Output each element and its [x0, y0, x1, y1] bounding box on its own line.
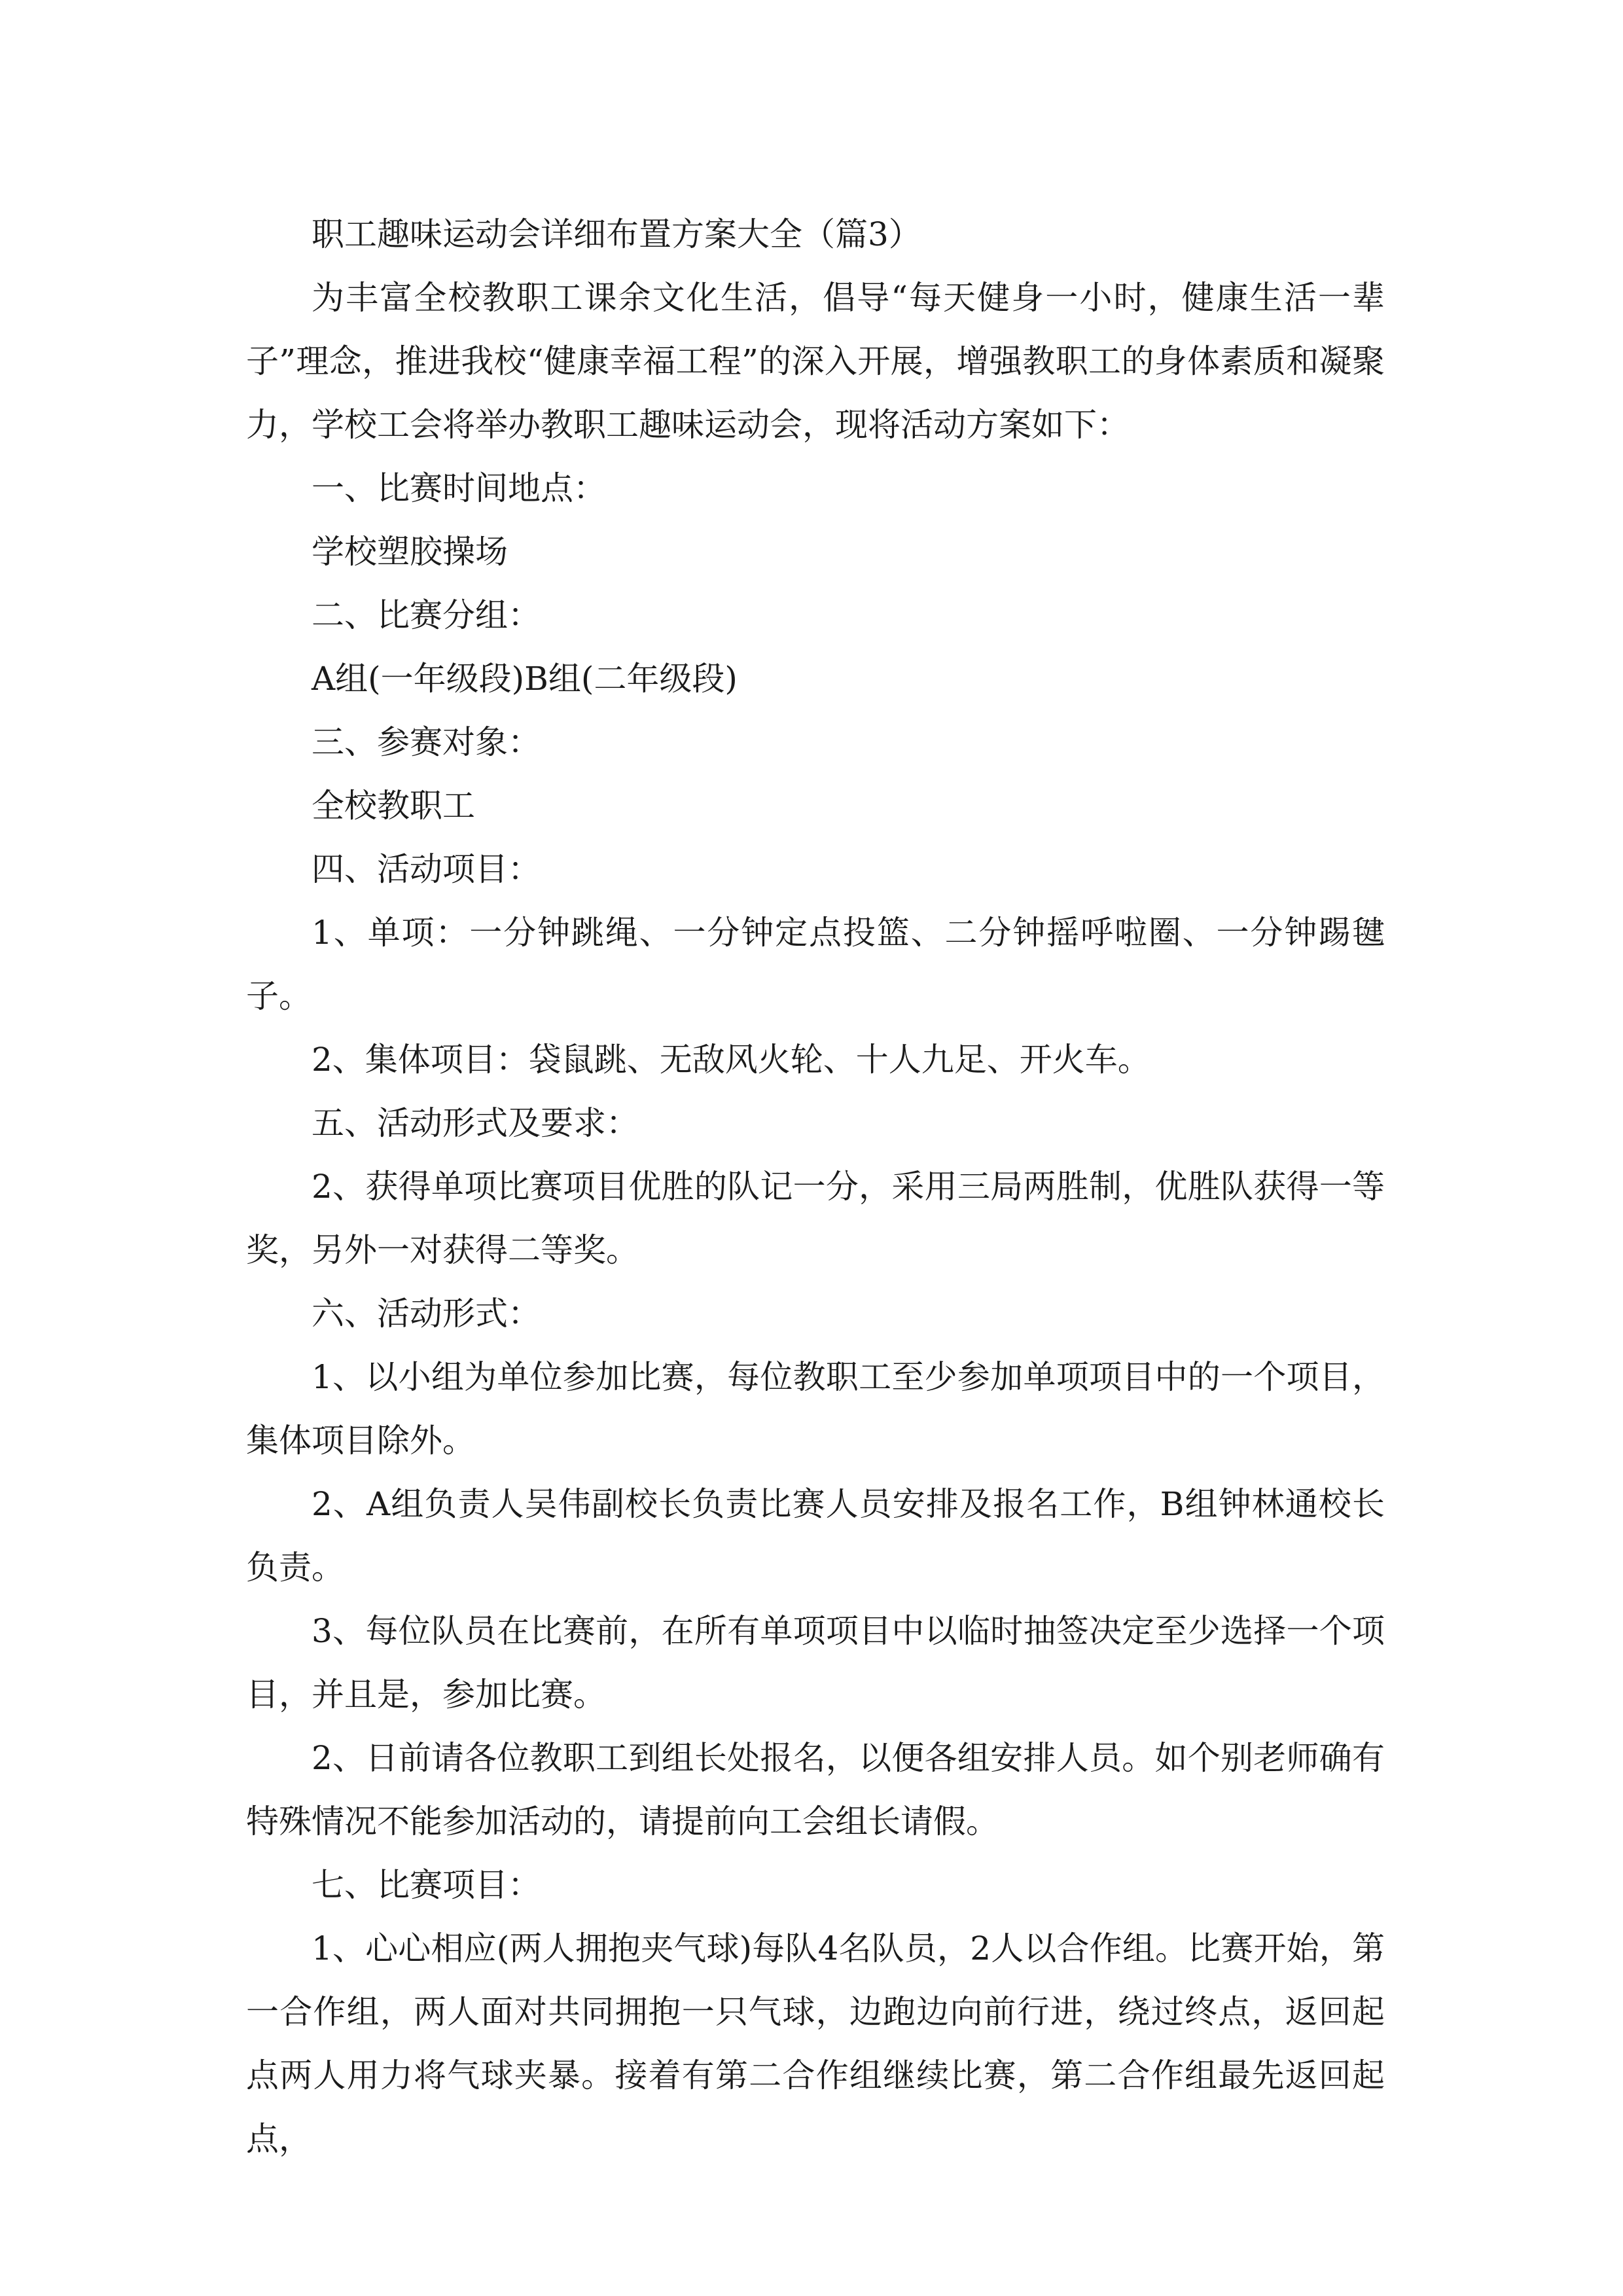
section-heading-format: 六、活动形式： — [312, 1295, 541, 1333]
paragraph-format-1: 1、以小组为单位参加比赛，每位教职工至少参加单项项目中的一个项目，集体项目除外。 — [246, 1358, 1385, 1460]
section-heading-time-place: 一、比赛时间地点： — [312, 469, 606, 507]
paragraph-groups: A组(一年级段)B组(二年级段) — [312, 660, 738, 698]
paragraph-venue: 学校塑胶操场 — [312, 533, 508, 571]
intro-paragraph: 为丰富全校教职工课余文化生活，倡导“每天健身一小时，健康生活一辈子”理念，推进我校“健康幸福工程”的深入开展，增强教职工的身体素质和凝聚力，学校工会将举办教职工趣味运动会，现将活动方案如下： — [246, 279, 1385, 444]
paragraph-scoring: 2、获得单项比赛项目优胜的队记一分，采用三局两胜制，优胜队获得一等奖，另外一对获得二等奖。 — [246, 1168, 1385, 1269]
section-heading-participants: 三、参赛对象： — [312, 723, 541, 761]
paragraph-participants: 全校教职工 — [312, 787, 475, 825]
document-body — [246, 203, 1385, 2171]
section-heading-groups: 二、比赛分组： — [312, 596, 541, 634]
paragraph-format-4: 2、日前请各位教职工到组长处报名，以便各组安排人员。如个别老师确有特殊情况不能参加活动的，请提前向工会组长请假。 — [246, 1739, 1385, 1840]
paragraph-format-3: 3、每位队员在比赛前，在所有单项项目中以临时抽签决定至少选择一个项目，并且是，参加比赛。 — [246, 1612, 1385, 1713]
section-heading-competition-events: 七、比赛项目： — [312, 1866, 541, 1904]
paragraph-event-1: 1、心心相应(两人拥抱夹气球)每队4名队员，2人以合作组。比赛开始，第一合作组，两人面对共同拥抱一只气球，边跑边向前行进，绕过终点，返回起点两人用力将气球夹暴。接着有第二合作组继续比赛，第二合作组最先返回起点， — [246, 1929, 1385, 2158]
paragraph-team-events: 2、集体项目：袋鼠跳、无敌风火轮、十人九足、开火车。 — [312, 1041, 1150, 1079]
document-title: 职工趣味运动会详细布置方案大全（篇3） — [312, 215, 921, 253]
section-heading-events: 四、活动项目： — [312, 850, 541, 888]
section-heading-format-requirements: 五、活动形式及要求： — [312, 1104, 639, 1142]
paragraph-format-2: 2、A组负责人吴伟副校长负责比赛人员安排及报名工作，B组钟林通校长负责。 — [246, 1485, 1385, 1587]
paragraph-individual-events: 1、单项：一分钟跳绳、一分钟定点投篮、二分钟摇呼啦圈、一分钟踢毽子。 — [246, 914, 1385, 1015]
